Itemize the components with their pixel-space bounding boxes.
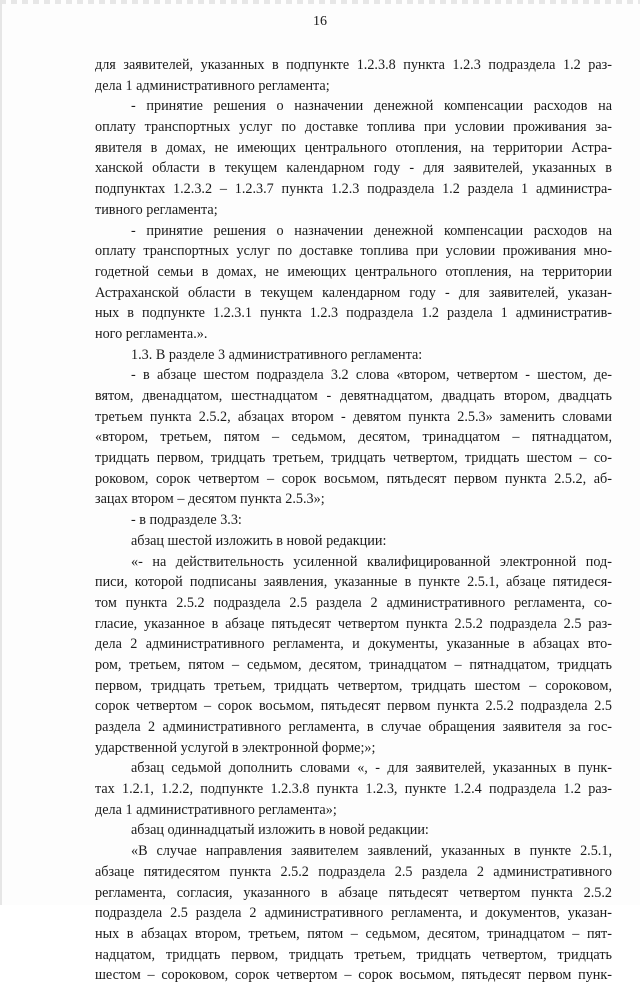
text-line: регламента, согласия, указанного в абзаце пятьдесят четвертом пункта 2.5.2 — [95, 884, 612, 901]
text-line: первом, тридцать третьем, тридцать четвертом, тридцать шестом – сороковом, — [95, 677, 612, 694]
text-line: шестом – сороковом, сорок четвертом – сорок восьмом, пятьдесят первом пунк- — [95, 967, 612, 984]
text-line: ханской области в текущем календарном году - для заявителей, указанных в — [95, 160, 612, 177]
text-line: сорок четвертом – сорок восьмом, пятьдесят первом пункта 2.5.2 подраздела 2.5 — [95, 698, 612, 715]
text-line: оплату транспортных услуг по доставке топлива при условии проживания за- — [95, 119, 612, 136]
text-line: абзаце пятидесятом пункта 2.5.2 подраздела 2.5 раздела 2 административного — [95, 863, 612, 880]
text-line: оплату транспортных услуг по доставке топлива при условии проживания мно- — [95, 243, 612, 260]
text-line: - в подразделе 3.3: — [131, 512, 242, 529]
text-line: - принятие решения о назначении денежной компенсации расходов на — [131, 98, 612, 115]
text-line: тах 1.2.1, 1.2.2, подпункте 1.2.3.8 пункта 1.2.3, пункте 1.2.4 подраздела 1.2 раз- — [95, 781, 612, 798]
text-line: ударственной услугой в электронной форме;»; — [95, 739, 376, 756]
text-line: ных в подпункте 1.2.3.1 пункта 1.2.3 подраздела 1.2 раздела 1 административ- — [95, 305, 612, 322]
page-number: 16 — [313, 14, 327, 29]
text-line: ром, третьем, пятом – седьмом, десятом, тринадцатом – пятнадцатом, тридцать — [95, 656, 612, 673]
text-line: том пункта 2.5.2 подраздела 2.5 раздела 2 административного регламента, со- — [95, 594, 612, 611]
text-line: 1.3. В разделе 3 административного регламента: — [131, 346, 423, 363]
text-line: писи, которой подписаны заявления, указанные в пункте 2.5.1, абзаце пятидеся- — [95, 574, 612, 591]
text-line: дела 2 административного регламента, и документы, указанные в абзацах вто- — [95, 636, 612, 653]
scan-edge-artifact — [0, 0, 640, 4]
text-line: надцатом, тридцать первом, тридцать третьем, тридцать четвертом, тридцать — [95, 946, 612, 963]
scan-left-artifact — [0, 0, 2, 905]
text-line: абзац седьмой дополнить словами «, - для заявителей, указанных в пунк- — [131, 760, 612, 777]
text-line: для заявителей, указанных в подпункте 1.2.3.8 пункта 1.2.3 подраздела 1.2 раз- — [95, 57, 612, 73]
text-line: «В случае направления заявителем заявлений, указанных в пункте 2.5.1, — [131, 843, 612, 860]
text-line: абзац одиннадцатый изложить в новой редакции: — [131, 822, 429, 839]
text-line: роковом, сорок четвертом – сорок восьмом, пятьдесят первом пункта 2.5.2, аб- — [95, 470, 612, 487]
text-line: «втором, третьем, пятом – седьмом, десятом, тринадцатом – пятнадцатом, — [95, 429, 612, 446]
text-line: дела 1 административного регламента; — [95, 77, 330, 94]
text-line: зацах втором – десятом пункта 2.5.3»; — [95, 491, 325, 508]
text-line: вятом, двенадцатом, шестнадцатом - девятнадцатом, двадцать втором, двадцать — [95, 388, 612, 404]
text-line: раздела 2 административного регламента, в случае обращения заявителя за гос- — [95, 719, 612, 735]
text-line: «- на действительность усиленной квалифицированной электронной под- — [131, 553, 612, 570]
text-line: подпунктах 1.2.3.2 – 1.2.3.7 пункта 1.2.3 подраздела 1.2 раздела 1 администра- — [95, 181, 612, 198]
text-line: гласие, указанное в абзаце пятьдесят четвертом пункта 2.5.2 подраздела 2.5 раз- — [95, 615, 612, 632]
text-line: - в абзаце шестом подраздела 3.2 слова «втором, четвертом - шестом, де- — [131, 367, 612, 384]
text-line: абзац шестой изложить в новой редакции: — [131, 532, 387, 549]
text-line: третьем пункта 2.5.2, абзацах втором - девятом пункта 2.5.3» заменить словами — [95, 408, 612, 425]
text-line: ных в абзацах втором, третьем, пятом – седьмом, десятом, тринадцатом – пят- — [95, 925, 612, 942]
text-line: тивного регламента; — [95, 201, 218, 218]
document-body — [95, 55, 612, 986]
text-line: ного регламента.». — [95, 325, 208, 342]
text-line: - принятие решения о назначении денежной компенсации расходов на — [131, 222, 612, 239]
text-line: тридцать первом, тридцать третьем, тридцать четвертом, тридцать шестом – со- — [95, 450, 612, 467]
text-line: Астраханской области в текущем календарном году - для заявителей, указан- — [95, 284, 612, 301]
text-line: явителя в домах, не имеющих центрального отопления, на территории Астра- — [95, 139, 612, 156]
text-line: дела 1 административного регламента»; — [95, 801, 337, 818]
text-line: годетной семьи в домах, не имеющих центрального отопления, на территории — [95, 263, 612, 280]
text-line: подраздела 2.5 раздела 2 административного регламента, и документов, указан- — [95, 905, 612, 922]
